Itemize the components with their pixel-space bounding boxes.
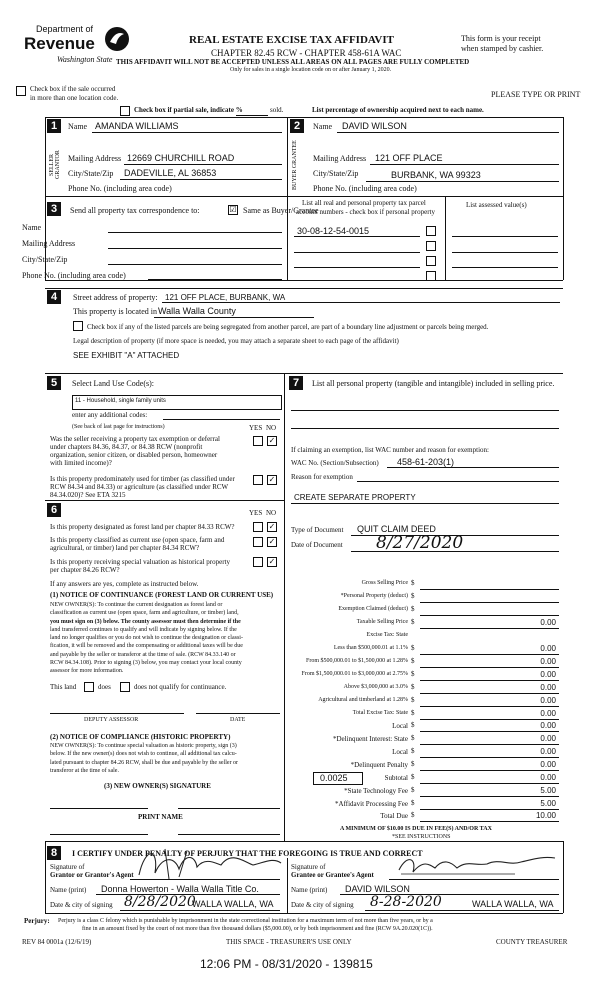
grantee-date-value[interactable]: 8-28-2020	[370, 894, 442, 910]
land-does-not-checkbox[interactable]	[120, 682, 130, 692]
dollar-sign: $	[411, 605, 415, 613]
grantor-signature[interactable]	[135, 843, 285, 883]
timber-yes-checkbox[interactable]	[253, 475, 263, 485]
wac-value[interactable]: 458-61-203(1)	[397, 457, 455, 467]
grantee-city-value[interactable]: WALLA WALLA, WA	[472, 899, 554, 909]
print-name-label: PRINT NAME	[138, 813, 183, 821]
dollar-sign: $	[411, 657, 415, 665]
dollar-sign: $	[411, 760, 415, 768]
tax-row-label: Agricultural and timberland at 1.28%	[318, 697, 408, 703]
dollar-sign: $	[411, 734, 415, 742]
tax-row-label: Local	[392, 748, 408, 756]
tax-row-label: Total Excise Tax: State	[352, 710, 408, 716]
timber-question-line2: RCW 84.34 and 84.33) or agriculture (as classified under RCW	[50, 483, 229, 491]
current-use-no-checkbox[interactable]: ✓	[268, 537, 276, 546]
timber-question-line1: Is this property predominately used for timber (as classified under	[50, 475, 235, 483]
tax-row-label: Subtotal	[384, 774, 408, 782]
dollar-sign: $	[411, 579, 415, 587]
dollar-sign: $	[411, 811, 415, 819]
timber-question-line3: 84.34.020)? See ETA 3215	[50, 491, 126, 499]
parcel-personal-checkbox-2[interactable]	[426, 241, 436, 251]
notice-compliance-body: NEW OWNER(S): To continue special valuation as historic property, sign (3) below. If the new owner(s) does not wish to continue, all additional tax calcu- lated pursuant to chapter 84.26 RCW, shall be due and payable by the seller or transferor at the time of sale.	[50, 743, 239, 774]
tax-row-value[interactable]: 0.00	[540, 670, 556, 679]
grantor-name-value[interactable]: Donna Howerton - Walla Walla Title Co.	[101, 884, 259, 894]
seller-phone-label: Phone No. (including area code)	[68, 184, 172, 193]
section-6-number: 6	[47, 503, 61, 517]
tax-row-value[interactable]: 0.00	[540, 657, 556, 666]
buyer-city-label: City/State/Zip	[313, 169, 359, 178]
tax-row-value[interactable]: 10.00	[535, 811, 556, 820]
county-treasurer-label: COUNTY TREASURER	[496, 938, 568, 946]
exemption-question-line2: under chapters 84.36, 84.37, or 84.38 RCW (nonprofit	[50, 443, 203, 451]
perjury-text-1: Perjury is a class C felony which is punishable by imprisonment in the state correctional institution for a maximum term of not more than five years, or by a	[58, 918, 433, 924]
local-rate-value: 0.0025	[320, 773, 348, 783]
warning-text: THIS AFFIDAVIT WILL NOT BE ACCEPTED UNLESS ALL AREAS ON ALL PAGES ARE FULLY COMPLETED	[116, 58, 470, 66]
correspondence-label: Send all property tax correspondence to:	[70, 206, 200, 215]
grantor-city-value[interactable]: WALLA WALLA, WA	[192, 899, 274, 909]
buyer-address-value[interactable]: 121 OFF PLACE	[375, 153, 443, 163]
seller-address-label: Mailing Address	[68, 154, 122, 163]
buyer-name-value[interactable]: DAVID WILSON	[342, 121, 407, 131]
tax-row-value[interactable]: 0.00	[540, 644, 556, 653]
grantee-name-label: Name (print)	[291, 886, 328, 894]
buyer-city-value[interactable]: BURBANK, WA 99323	[391, 170, 481, 180]
tax-row-value[interactable]: 0.00	[540, 760, 556, 769]
buyer-grantee-label: BUYER GRANTEE	[292, 140, 298, 190]
s5-yes-header: YES	[249, 424, 263, 432]
tax-row-label: Gross Selling Price	[361, 580, 408, 586]
minimum-fee-note: A MINIMUM OF $10.00 IS DUE IN FEE(S) AND/OR TAX	[340, 826, 492, 832]
dollar-sign: $	[411, 683, 415, 691]
correspondence-city-label: City/State/Zip	[22, 255, 68, 264]
dept-of-label: Department of	[36, 24, 94, 34]
located-in-value[interactable]: Walla Walla County	[158, 306, 236, 316]
parcel-personal-checkbox-3[interactable]	[426, 256, 436, 266]
tax-row-label: Less than $500,000.01 at 1.1%	[333, 645, 408, 651]
multi-location-checkbox[interactable]	[16, 86, 26, 96]
grantor-sig-label-1: Signature of	[50, 863, 85, 871]
recording-stamp: 12:06 PM - 08/31/2020 - 139815	[200, 957, 373, 971]
new-owner-signature-label: (3) NEW OWNER(S) SIGNATURE	[104, 782, 211, 790]
seller-city-label: City/State/Zip	[68, 169, 114, 178]
doc-type-value[interactable]: QUIT CLAIM DEED	[357, 524, 436, 534]
exemption-question-line4: with limited income)?	[50, 459, 112, 467]
notice-continuance-title: (1) NOTICE OF CONTINUANCE (FOREST LAND OR CURRENT USE)	[50, 591, 274, 599]
see-instructions-note: *SEE INSTRUCTIONS	[392, 834, 451, 840]
grantee-date-label: Date & city of signing	[291, 901, 354, 909]
tax-row-value[interactable]: 0.00	[540, 709, 556, 718]
tax-row-label: From $500,000.01 to $1,500,000 at 1.28%	[306, 658, 408, 664]
parcel-personal-checkbox-1[interactable]	[426, 226, 436, 236]
partial-sale-checkbox[interactable]	[120, 106, 130, 116]
tax-row-value[interactable]: 0.00	[540, 734, 556, 743]
street-address-value[interactable]: 121 OFF PLACE, BURBANK, WA	[165, 293, 286, 302]
grantor-date-label: Date & city of signing	[50, 901, 113, 909]
same-as-buyer-checkbox[interactable]: ☑	[229, 205, 237, 214]
sold-label: sold.	[270, 106, 284, 114]
treasurer-space-label: THIS SPACE - TREASURER'S USE ONLY	[226, 938, 352, 946]
seller-name-value[interactable]: AMANDA WILLIAMS	[95, 121, 179, 131]
dollar-sign: $	[411, 721, 415, 729]
seller-name-label: Name	[68, 122, 88, 131]
form-number: REV 84 0001a (12/6/19)	[22, 938, 92, 946]
grantor-date-value[interactable]: 8/28/2020	[124, 894, 196, 910]
tax-row-value[interactable]: 0.00	[540, 721, 556, 730]
tax-row-value[interactable]: 0.00	[540, 618, 556, 627]
section-4-number: 4	[47, 290, 61, 304]
parcel-header-2: account numbers - check box if personal property	[296, 208, 435, 216]
perjury-label: Perjury:	[24, 917, 50, 925]
tax-row-label: Taxable Selling Price	[356, 619, 408, 625]
located-in-label: This property is located in	[73, 307, 157, 316]
legal-description-label: Legal description of property (if more space is needed, you may attach a separate sheet to each page of the affidavit)	[73, 337, 399, 345]
s6-no-header: NO	[266, 509, 277, 517]
correspondence-name-label: Name	[22, 223, 42, 232]
tax-row-label: Total Due	[380, 812, 408, 820]
seller-address-value[interactable]: 12669 CHURCHILL ROAD	[127, 153, 235, 163]
if-yes-note: If any answers are yes, complete as instructed below.	[50, 580, 199, 588]
personal-property-label: List all personal property (tangible and intangible) included in selling price.	[312, 379, 555, 388]
historic-no-checkbox[interactable]: ✓	[268, 557, 276, 566]
section-1-number: 1	[47, 119, 61, 133]
dollar-sign: $	[411, 799, 415, 807]
parcel-personal-checkbox-4[interactable]	[426, 271, 436, 281]
warning-subtext: Only for sales in a single location code on or after January 1, 2020.	[230, 67, 392, 73]
segregate-label: Check box if any of the listed parcels are being segregated from another parcel, are part of a boundary line adjustment or parcels being merged.	[87, 323, 489, 331]
tax-row-value[interactable]: 0.00	[540, 696, 556, 705]
seller-city-value[interactable]: DADEVILLE, AL 36853	[124, 168, 217, 178]
tax-row-value[interactable]: 0.00	[540, 683, 556, 692]
segregate-checkbox[interactable]	[73, 321, 83, 331]
land-use-code-value: 11 - Household, single family units	[75, 398, 166, 404]
tax-row-label: *Personal Property (deduct)	[340, 593, 408, 599]
wac-label: WAC No. (Section/Subsection)	[291, 459, 379, 467]
grantor-name-label: Name (print)	[50, 886, 87, 894]
forest-question: Is this property designated as forest land per chapter 84.33 RCW?	[50, 523, 235, 531]
tax-row-label: From $1,500,000.01 to $3,000,000 at 2.75%	[301, 671, 408, 677]
reason-label: Reason for exemption	[291, 473, 353, 481]
same-as-buyer-label: Same as Buyer/Grantee	[243, 206, 319, 215]
forest-yes-checkbox[interactable]	[253, 522, 263, 532]
grantor-sig-label-2: Grantor or Grantor's Agent	[50, 871, 134, 879]
buyer-address-label: Mailing Address	[313, 154, 367, 163]
exemption-note: If claiming an exemption, list WAC number and reason for exemption:	[291, 446, 489, 454]
tax-row-label: Local	[392, 722, 408, 730]
section-2-number: 2	[290, 119, 304, 133]
tax-row-value[interactable]: 0.00	[540, 773, 556, 782]
form-title: REAL ESTATE EXCISE TAX AFFIDAVIT	[189, 34, 394, 46]
dollar-sign: $	[411, 747, 415, 755]
grantee-name-value[interactable]: DAVID WILSON	[345, 884, 410, 894]
forest-no-checkbox[interactable]: ✓	[268, 522, 276, 531]
dollar-sign: $	[411, 644, 415, 652]
seller-grantor-label: SELLER GRANTOR	[49, 150, 61, 180]
buyer-phone-label: Phone No. (including area code)	[313, 184, 417, 193]
multi-location-label-1: Check box if the sale occurred	[30, 85, 116, 93]
dollar-sign: $	[411, 592, 415, 600]
additional-codes-label: enter any additional codes:	[72, 411, 148, 419]
parcel-number-1[interactable]: 30-08-12-54-0015	[297, 226, 370, 236]
correspondence-address-label: Mailing Address	[22, 239, 76, 248]
dollar-sign: $	[411, 773, 415, 781]
this-land-label: This land	[50, 683, 77, 691]
notice-continuance-body: NEW OWNER(S): To continue the current designation as forest land or classification as current use (open space, farm and agriculture, or timber) land, you must sign on (3) below. The county assessor must then determine if the land transferred continues to qualify and will indicate by signing below. If the land no longer qualifies or you do not wish to continue the designation or classi- fication, it will be removed and the compensating or additional taxes will be due and payable by the seller or transferor at the time of sale. (RCW 84.33.140 or RCW 84.34.108). Prior to signing (3) below, you may contact your local county assessor for more information.	[50, 602, 243, 675]
current-use-question-1: Is this property classified as current use (open space, farm and	[50, 536, 225, 544]
tax-row-value[interactable]: 5.00	[540, 799, 556, 808]
tax-row-value[interactable]: 5.00	[540, 786, 556, 795]
doc-type-label: Type of Document	[291, 526, 344, 534]
land-use-label: Select Land Use Code(s):	[72, 379, 154, 388]
assessed-header: List assessed value(s)	[466, 201, 527, 209]
deputy-assessor-label: DEPUTY ASSESSOR	[84, 717, 139, 723]
grantee-signature[interactable]	[395, 850, 560, 880]
perjury-text-2: fine in an amount fixed by the court of not more than five thousand dollars ($5,000.00), or by both imprisonment and fine (RCW 9A.20.020(1C)).	[82, 926, 433, 932]
correspondence-phone-label: Phone No. (including area code)	[22, 271, 126, 280]
current-use-yes-checkbox[interactable]	[253, 537, 263, 547]
partial-sale-label: Check box if partial sale, indicate %	[134, 106, 243, 114]
tax-row-label: *Affidavit Processing Fee	[335, 800, 408, 808]
washington-state-label: Washington State	[57, 55, 113, 64]
tax-row-label: Exemption Claimed (deduct)	[338, 606, 408, 612]
tax-row-label: *Delinquent Penalty	[350, 761, 408, 769]
dollar-sign: $	[411, 709, 415, 717]
does-label: does	[98, 683, 111, 691]
s5-no-header: NO	[266, 424, 277, 432]
section-8-number: 8	[47, 846, 61, 860]
current-use-question-2: agricultural, or timber) land per chapter 84.34 RCW?	[50, 544, 200, 552]
legal-description-value[interactable]: SEE EXHIBIT "A" ATTACHED	[73, 351, 180, 360]
form-subtitle: CHAPTER 82.45 RCW - CHAPTER 458-61A WAC	[211, 48, 402, 58]
tax-row-label: Above $3,000,000 at 3.0%	[343, 684, 408, 690]
revenue-logo-text: Revenue	[24, 34, 95, 53]
s6-yes-header: YES	[249, 509, 263, 517]
assessor-date-label: DATE	[230, 717, 246, 723]
receipt-note-1: This form is your receipt	[461, 34, 541, 43]
street-address-label: Street address of property:	[73, 293, 158, 302]
multi-location-label-2: in more than one location code.	[30, 94, 119, 102]
buyer-name-label: Name	[313, 122, 333, 131]
exemption-yes-checkbox[interactable]	[253, 436, 263, 446]
timber-no-checkbox[interactable]: ✓	[268, 475, 276, 484]
does-not-label: does not qualify for continuance.	[134, 683, 227, 691]
see-back-label: (See back of last page for instructions)	[72, 424, 165, 430]
land-does-checkbox[interactable]	[84, 682, 94, 692]
doc-date-label: Date of Document	[291, 541, 343, 549]
exemption-question-line1: Was the seller receiving a property tax exemption or deferral	[50, 435, 220, 443]
doc-date-value[interactable]: 8/27/2020	[376, 533, 464, 553]
notice-compliance-title: (2) NOTICE OF COMPLIANCE (HISTORIC PROPERTY)	[50, 733, 231, 741]
section-7-number: 7	[289, 376, 303, 390]
section-3-number: 3	[47, 202, 61, 216]
reason-value[interactable]: CREATE SEPARATE PROPERTY	[294, 493, 416, 502]
dollar-sign: $	[411, 670, 415, 678]
certify-statement: I CERTIFY UNDER PENALTY OF PERJURY THAT THE FOREGOING IS TRUE AND CORRECT	[72, 849, 423, 858]
exemption-no-checkbox[interactable]: ✓	[268, 436, 276, 445]
section-5-number: 5	[47, 376, 61, 390]
grantee-sig-label-2: Grantee or Grantee's Agent	[291, 871, 374, 879]
ownership-note: List percentage of ownership acquired next to each name.	[312, 106, 484, 114]
exemption-question-line3: organization, senior citizen, or disabled person, homeowner	[50, 451, 218, 459]
historic-question-1: Is this property receiving special valuation as historical property	[50, 558, 231, 566]
tax-row-value[interactable]: 0.00	[540, 747, 556, 756]
receipt-note-2: when stamped by cashier.	[461, 44, 544, 53]
tax-row-label: Excise Tax: State	[366, 632, 408, 638]
dollar-sign: $	[411, 618, 415, 626]
historic-question-2: per chapter 84.26 RCW?	[50, 566, 120, 574]
historic-yes-checkbox[interactable]	[253, 557, 263, 567]
tax-row-label: *State Technology Fee	[344, 787, 408, 795]
dollar-sign: $	[411, 696, 415, 704]
tax-row-label: *Delinquent Interest: State	[332, 735, 408, 743]
grantee-sig-label-1: Signature of	[291, 863, 326, 871]
dollar-sign: $	[411, 786, 415, 794]
type-or-print: PLEASE TYPE OR PRINT	[491, 90, 581, 99]
revenue-logo-icon	[104, 24, 130, 54]
parcel-header-1: List all real and personal property tax parcel	[302, 199, 426, 207]
